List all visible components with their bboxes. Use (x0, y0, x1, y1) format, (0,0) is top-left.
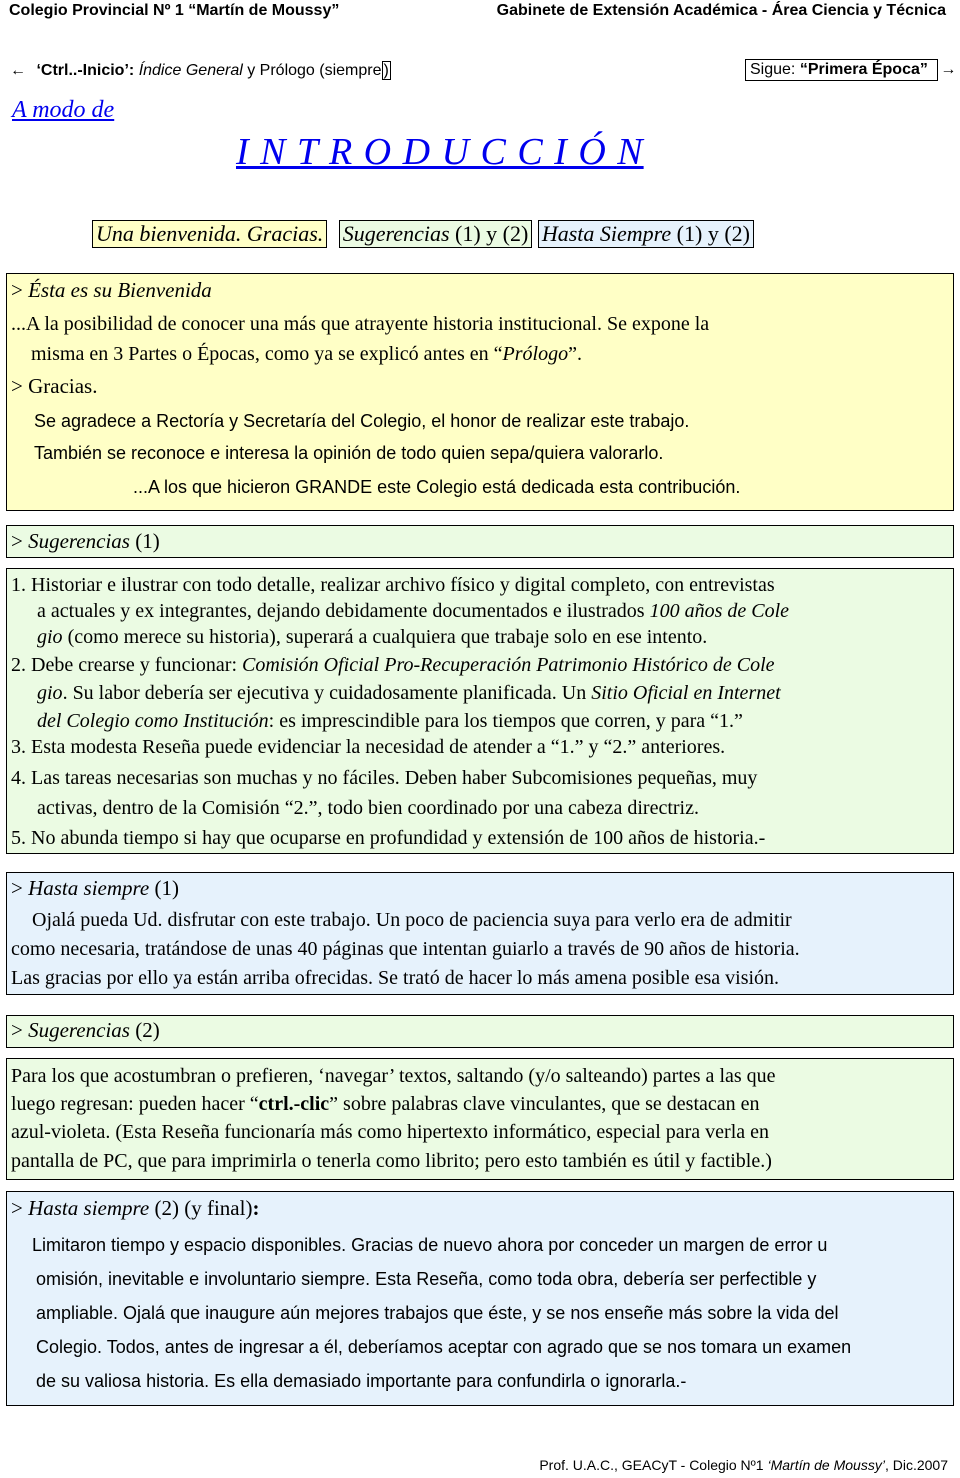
header-department: Gabinete de Extensión Académica - Área Ciencia y Técnica (496, 2, 946, 19)
gracias-line-2: También se reconoce e interesa la opinión de todo quien sepa/quiera valorarlo. (34, 443, 664, 463)
sugerencias-1-heading-text: Sugerencias (28, 529, 130, 553)
sugerencia-1-italic: 100 años de Cole (649, 600, 790, 622)
bienvenida-line-1: ...A la posibilidad de conocer una más que atrayente historia institucional. Se expone la (11, 313, 710, 335)
hasta-siempre-2-heading-text: Hasta siempre (28, 1196, 150, 1220)
tab-hasta-siempre-label: Hasta Siempre (541, 221, 672, 246)
hasta-siempre-2-line-4: Colegio. Todos, antes de ingresar a él, deberíamos aceptar con agrado que se nos tomara un examen (36, 1337, 852, 1357)
sugerencias-2-line-4: pantalla de PC, que para imprimirla o tenerla como librito; pero esto también es útil y factible.) (11, 1150, 772, 1172)
sugerencias-2-line-2: luego regresan: pueden hacer “ctrl.-clic” sobre palabras clave vinculantes, que se destacan en (11, 1093, 760, 1115)
hasta-siempre-1-heading: > Hasta siempre (1) (11, 876, 179, 900)
gracias-heading-text: Gracias (28, 374, 93, 398)
a-modo-de-link[interactable]: A modo de (12, 97, 115, 123)
hasta-siempre-1-line-3: Las gracias por ello ya están arriba ofrecidas. Se trató de hacer lo más amena posible esa visión. (11, 967, 780, 989)
tab-sugerencias-num: (1) y (2) (449, 221, 529, 246)
tab-bienvenida-label: Una bienvenida. Gracias. (96, 221, 324, 246)
tab-hasta-siempre[interactable] (538, 220, 754, 248)
bienvenida-heading: > Ésta es su Bienvenida (11, 278, 212, 302)
hasta-siempre-2-line-2: omisión, inevitable e involuntario siempre. Esta Reseña, como toda obra, debería ser perfectible y (36, 1269, 817, 1289)
ctrl-clic-text: ctrl.-clic (258, 1093, 330, 1115)
bienvenida-line-2: misma en 3 Partes o Épocas, como ya se explicó antes en “Prólogo”. (31, 343, 582, 365)
nav-back-link[interactable] (10, 62, 391, 80)
prologo-link[interactable]: Prólogo (502, 343, 569, 365)
nav-next-target: “Primera Época” (799, 61, 928, 78)
sugerencias-2-heading-text: Sugerencias (28, 1018, 130, 1042)
gracias-heading: > Gracias. (11, 374, 98, 398)
hasta-siempre-2-line-1: Limitaron tiempo y espacio disponibles. Gracias de nuevo ahora por conceder un margen de error u (32, 1235, 828, 1255)
gracias-line-3: ...A los que hicieron GRANDE este Colegio está dedicada esta contribución. (133, 477, 741, 497)
arrow-left-icon: ← (10, 62, 26, 79)
nav-next-link[interactable] (745, 59, 957, 81)
sugerencia-1-line-2: a actuales y ex integrantes, dejando debidamente documentados e ilustrados 100 años de Cole (37, 600, 790, 622)
tab-bienvenida[interactable] (92, 220, 327, 248)
hasta-siempre-2-heading: > Hasta siempre (2) (y final): (11, 1196, 260, 1220)
comision-oficial-text: Comisión Oficial Pro-Recuperación Patrimonio Histórico de Cole (242, 654, 775, 676)
sitio-oficial-text: Sitio Oficial en Internet (591, 682, 781, 704)
arrow-right-icon: → (940, 61, 957, 78)
nav-back-ctrl: ‘Ctrl..-Inicio’: (36, 62, 135, 79)
hasta-siempre-1-line-1: Ojalá pueda Ud. disfrutar con este trabajo. Un poco de paciencia suya para verlo era de admitir (32, 909, 792, 931)
hasta-siempre-2-line-3: ampliable. Ojalá que inaugure aún mejores trabajos que éste, y se nos enseñe más sobre la vida del (36, 1303, 839, 1323)
sugerencias-2-line-3: azul-violeta. (Esta Reseña funcionaría más como hipertexto informático, especial para verla en (11, 1121, 770, 1143)
sugerencias-2-heading: > Sugerencias (2) (11, 1018, 160, 1042)
sugerencia-4-line-2: activas, dentro de la Comisión “2.”, todo bien coordinado por una cabeza directriz. (37, 797, 699, 819)
hasta-siempre-2-line-5: de su valiosa historia. Es ella demasiado importante para confundirla o ignorarla.- (36, 1371, 687, 1391)
sugerencia-2-line-3: del Colegio como Institución: es imprescindible para los tiempos que corren, y para “1.” (37, 710, 743, 732)
bienvenida-section (6, 273, 954, 511)
bienvenida-heading-text: Ésta es su Bienvenida (28, 278, 212, 302)
nav-back-general: General (185, 62, 243, 79)
sugerencias-1-heading: > Sugerencias (1) (11, 529, 160, 553)
nav-back-close: ) (383, 62, 389, 79)
tab-sugerencias-label: Sugerencias (342, 221, 450, 246)
sugerencia-2-line-1: 2. Debe crearse y funcionar: Comisión Oficial Pro-Recuperación Patrimonio Histórico de Cole (11, 654, 775, 676)
sugerencia-1-line-1: 1. Historiar e ilustrar con todo detalle, realizar archivo físico y digital completo, con entrevistas (11, 574, 775, 596)
sugerencia-5: 5. No abunda tiempo si hay que ocuparse en profundidad y extensión de 100 años de historia.- (11, 827, 766, 849)
sugerencia-2-line-2: gio. Su labor debería ser ejecutiva y cuidadosamente planificada. Un Sitio Oficial en Internet (37, 682, 781, 704)
hasta-siempre-1-heading-text: Hasta siempre (28, 876, 150, 900)
nav-back-index: Índice (138, 62, 182, 79)
footer-credit: Prof. U.A.C., GEACyT - Colegio Nº1 ‘Martín de Moussy’, Dic.2007 (539, 1457, 948, 1473)
sugerencia-3: 3. Esta modesta Reseña puede evidenciar la necesidad de atender a “1.” y “2.” anteriores. (11, 736, 726, 758)
nav-back-rest: y Prólogo (siempre (247, 62, 382, 79)
gracias-line-1: Se agradece a Rectoría y Secretaría del Colegio, el honor de realizar este trabajo. (34, 411, 690, 431)
sugerencia-4-line-1: 4. Las tareas necesarias son muchas y no fáciles. Deben haber Subcomisiones pequeñas, muy (11, 767, 758, 789)
tab-hasta-siempre-num: (1) y (2) (671, 221, 750, 246)
sugerencia-1-line-3: gio (como merece su historia), superará a cualquiera que trabaje solo en ese intento. (37, 626, 708, 648)
hasta-siempre-1-line-2: como necesaria, tratándose de unas 40 páginas que intentan guiarlo a través de 90 años de historia. (11, 938, 800, 960)
nav-next-label: Sigue: (750, 61, 800, 78)
sugerencias-2-line-1: Para los que acostumbran o prefieren, ‘navegar’ textos, saltando (y/o salteando) partes a las que (11, 1065, 776, 1087)
header-school-name: Colegio Provincial Nº 1 “Martín de Moussy” (9, 2, 340, 19)
tab-sugerencias[interactable] (339, 220, 533, 248)
page-title: I N T R O D U C C I Ó N (236, 131, 644, 173)
tab-bar (92, 220, 754, 248)
